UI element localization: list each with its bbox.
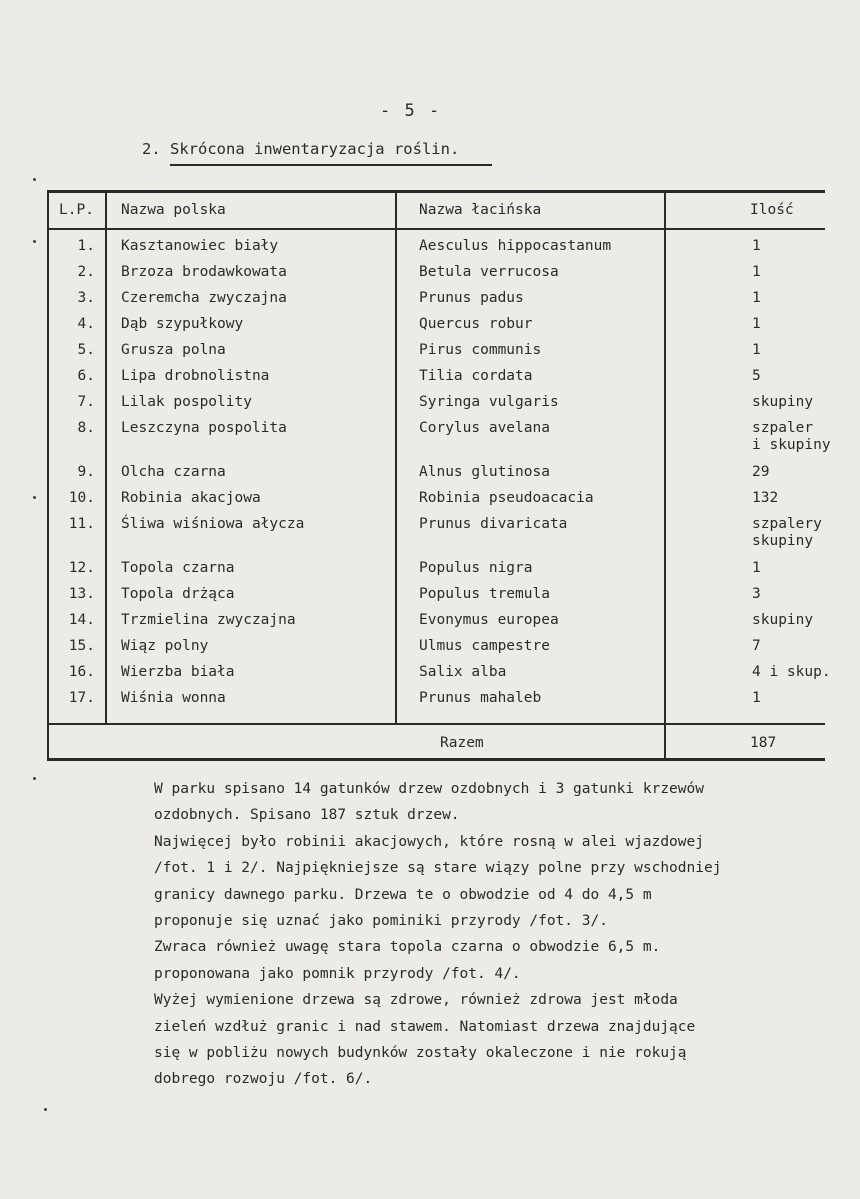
- quantity: szpaler: [752, 420, 814, 436]
- polish-name: Czeremcha zwyczajna: [121, 290, 287, 306]
- quantity: 1: [752, 560, 761, 576]
- row-number: 4.: [77, 316, 95, 332]
- latin-column-divider: [664, 190, 666, 761]
- polish-name: Wiąz polny: [121, 638, 209, 654]
- text-line: proponowana jako pomnik przyrody /fot. 4/.: [154, 965, 521, 982]
- text-line: granicy dawnego parku. Drzewa te o obwodzie od 4 do 4,5 m: [154, 886, 652, 903]
- lp-column-divider: [105, 190, 107, 725]
- row-number: 15.: [68, 638, 95, 654]
- body-paragraph: [154, 776, 854, 1093]
- quantity: 1: [752, 264, 761, 280]
- total-label: Razem: [440, 735, 484, 751]
- text-line: się w pobliżu nowych budynków zostały okaleczone i nie rokują: [154, 1045, 687, 1062]
- polish-name: Trzmielina zwyczajna: [121, 612, 296, 628]
- text-line: ozdobnych. Spisano 187 sztuk drzew.: [154, 807, 460, 824]
- polish-name: Robinia akacjowa: [121, 490, 261, 506]
- latin-name: Quercus robur: [419, 316, 533, 332]
- latin-name: Prunus padus: [419, 290, 524, 306]
- latin-name: Populus tremula: [419, 586, 550, 602]
- row-number: 16.: [68, 664, 95, 680]
- header-separator: [47, 228, 825, 230]
- polish-name: Olcha czarna: [121, 464, 226, 480]
- row-number: 17.: [68, 690, 95, 706]
- polish-name: Leszczyna pospolita: [121, 420, 287, 436]
- quantity: 1: [752, 316, 761, 332]
- latin-name: Alnus glutinosa: [419, 464, 550, 480]
- row-number: 9.: [77, 464, 95, 480]
- row-number: 7.: [77, 394, 95, 410]
- polish-name: Topola drżąca: [121, 586, 235, 602]
- latin-name: Aesculus hippocastanum: [419, 238, 612, 254]
- latin-name: Pirus communis: [419, 342, 542, 358]
- row-number: 6.: [77, 368, 95, 384]
- polish-name: Wiśnia wonna: [121, 690, 226, 706]
- latin-name: Salix alba: [419, 664, 507, 680]
- polish-name: Wierzba biała: [121, 664, 235, 680]
- latin-name: Evonymus europea: [419, 612, 559, 628]
- quantity: 5: [752, 368, 761, 384]
- header-polish-name: Nazwa polska: [121, 202, 226, 218]
- polish-name: Kasztanowiec biały: [121, 238, 279, 254]
- row-number: 13.: [68, 586, 95, 602]
- latin-name: Syringa vulgaris: [419, 394, 559, 410]
- polish-name: Lilak pospolity: [121, 394, 252, 410]
- latin-name: Robinia pseudoacacia: [419, 490, 594, 506]
- quantity: 132: [752, 490, 779, 506]
- text-line: zieleń wzdłuż granic i nad stawem. Natomiast drzewa znajdujące: [154, 1018, 696, 1035]
- header-latin-name: Nazwa łacińska: [419, 202, 542, 218]
- quantity: i skupiny: [752, 437, 831, 453]
- latin-name: Ulmus campestre: [419, 638, 550, 654]
- quantity: 1: [752, 238, 761, 254]
- polish-column-divider: [395, 190, 397, 725]
- quantity: skupiny: [752, 612, 814, 628]
- polish-name: Topola czarna: [121, 560, 235, 576]
- margin-mark: [33, 240, 36, 243]
- text-line: dobrego rozwoju /fot. 6/.: [154, 1071, 373, 1088]
- latin-name: Corylus avelana: [419, 420, 550, 436]
- margin-mark: [33, 777, 36, 780]
- text-line: /fot. 1 i 2/. Najpiękniejsze są stare wiązy polne przy wschodniej: [154, 860, 722, 877]
- quantity: 1: [752, 342, 761, 358]
- text-line: Zwraca również uwagę stara topola czarna o obwodzie 6,5 m.: [154, 939, 661, 956]
- page-number: - 5 -: [380, 101, 442, 121]
- total-value: 187: [750, 735, 777, 751]
- margin-mark: [33, 178, 36, 181]
- total-separator: [47, 723, 825, 725]
- latin-name: Prunus mahaleb: [419, 690, 542, 706]
- quantity: 1: [752, 690, 761, 706]
- quantity: szpalery: [752, 516, 822, 532]
- quantity: skupiny: [752, 394, 814, 410]
- latin-name: Prunus divaricata: [419, 516, 568, 532]
- quantity: skupiny: [752, 533, 814, 549]
- row-number: 10.: [68, 490, 95, 506]
- polish-name: Brzoza brodawkowata: [121, 264, 287, 280]
- section-title: 2. Skrócona inwentaryzacja roślin.: [142, 140, 460, 158]
- row-number: 8.: [77, 420, 95, 436]
- row-number: 5.: [77, 342, 95, 358]
- polish-name: Dąb szypułkowy: [121, 316, 244, 332]
- row-number: 12.: [68, 560, 95, 576]
- polish-name: Śliwa wiśniowa ałycza: [121, 516, 305, 532]
- polish-name: Lipa drobnolistna: [121, 368, 270, 384]
- header-lp: L.P.: [59, 202, 94, 218]
- text-line: Wyżej wymienione drzewa są zdrowe, również zdrowa jest młoda: [154, 992, 678, 1009]
- quantity: 4 i skup.: [752, 664, 831, 680]
- row-number: 3.: [77, 290, 95, 306]
- latin-name: Populus nigra: [419, 560, 533, 576]
- inventory-table: [47, 190, 831, 762]
- quantity: 7: [752, 638, 761, 654]
- table-bottom-border: [47, 758, 825, 761]
- row-number: 1.: [77, 238, 95, 254]
- text-line: Najwięcej było robinii akacjowych, które rosną w alei wjazdowej: [154, 833, 704, 850]
- header-quantity: Ilość: [750, 202, 794, 218]
- table-top-border: [47, 190, 825, 193]
- latin-name: Tilia cordata: [419, 368, 533, 384]
- latin-name: Betula verrucosa: [419, 264, 559, 280]
- text-line: proponuje się uznać jako pominiki przyrody /fot. 3/.: [154, 913, 608, 930]
- margin-mark: [33, 496, 36, 499]
- row-number: 11.: [68, 516, 95, 532]
- text-line: W parku spisano 14 gatunków drzew ozdobnych i 3 gatunki krzewów: [154, 781, 704, 797]
- row-number: 14.: [68, 612, 95, 628]
- margin-mark: [44, 1108, 47, 1111]
- quantity: 29: [752, 464, 770, 480]
- quantity: 1: [752, 290, 761, 306]
- row-number: 2.: [77, 264, 95, 280]
- polish-name: Grusza polna: [121, 342, 226, 358]
- quantity: 3: [752, 586, 761, 602]
- title-underline: [170, 164, 492, 166]
